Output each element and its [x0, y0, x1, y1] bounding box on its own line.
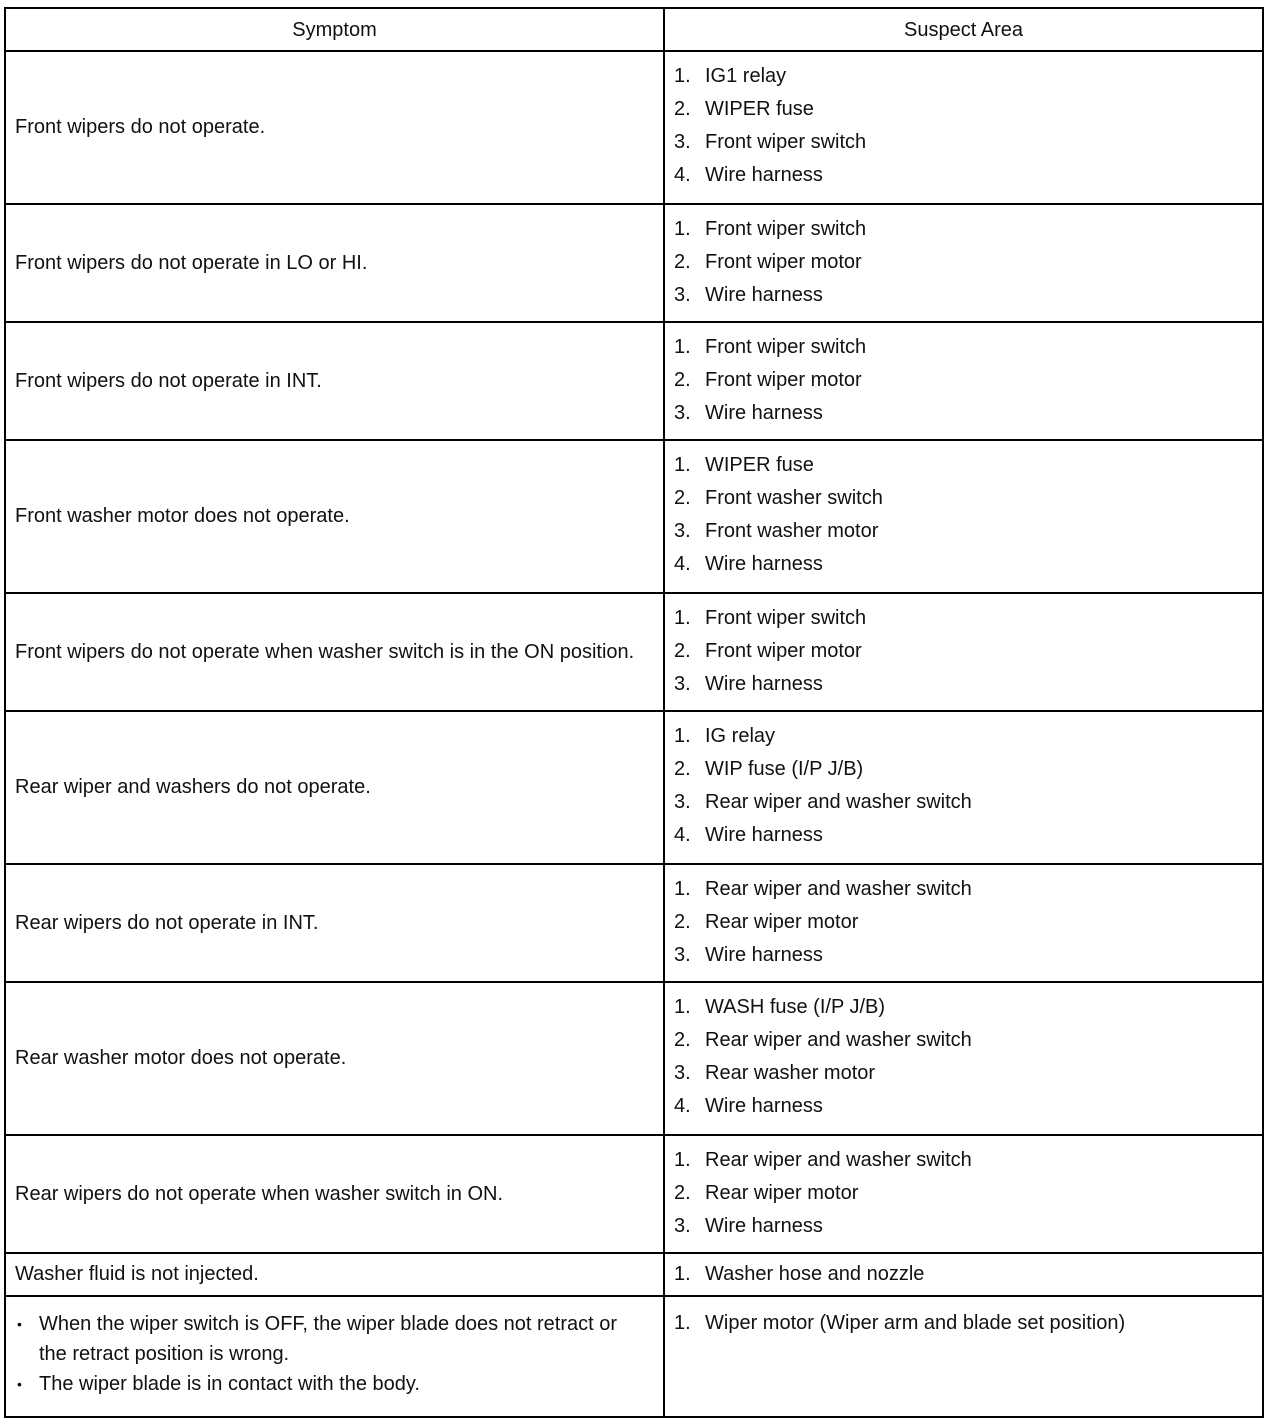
suspect-text: WIPER fuse [705, 98, 814, 120]
table-row [5, 322, 1263, 440]
suspect-number: 2. [674, 1182, 691, 1204]
suspect-item [674, 939, 1262, 972]
suspect-item [674, 991, 1262, 1024]
suspect-item [674, 60, 1262, 93]
suspect-item [674, 482, 1262, 515]
table-row [5, 711, 1263, 864]
suspect-item [674, 635, 1262, 668]
suspect-item [674, 159, 1262, 192]
suspect-text: Rear wiper motor [705, 1182, 859, 1204]
suspect-item [674, 1057, 1262, 1090]
suspect-number: 1. [674, 607, 691, 629]
suspect-number: 4. [674, 553, 691, 575]
suspect-number: 1. [674, 878, 691, 900]
suspect-text: Rear wiper and washer switch [705, 1149, 972, 1171]
suspect-number: 2. [674, 758, 691, 780]
suspect-item [674, 873, 1262, 906]
suspect-text: IG relay [705, 725, 776, 747]
suspect-number: 4. [674, 824, 691, 846]
table-row [5, 1296, 1263, 1417]
suspect-area-cell [664, 593, 1263, 711]
suspect-text: Front wiper motor [705, 251, 862, 273]
suspect-text: IG1 relay [705, 65, 787, 87]
suspect-item [674, 1144, 1262, 1177]
suspect-number: 2. [674, 1029, 691, 1051]
suspect-area-cell [664, 51, 1263, 204]
suspect-item [674, 1090, 1262, 1123]
symptom-cell: Washer fluid is not injected. [5, 1253, 664, 1296]
suspect-text: Front washer motor [705, 520, 879, 542]
suspect-number: 3. [674, 673, 691, 695]
table-row [5, 440, 1263, 593]
symptom-bullet-item [15, 1309, 649, 1369]
suspect-item [674, 753, 1262, 786]
suspect-item [674, 548, 1262, 581]
suspect-number: 2. [674, 251, 691, 273]
suspect-list [674, 213, 1262, 312]
suspect-item [674, 449, 1262, 482]
suspect-text: Wire harness [705, 164, 823, 186]
suspect-area-cell [664, 711, 1263, 864]
suspect-text: Front wiper motor [705, 640, 862, 662]
suspect-item [674, 1258, 1262, 1291]
suspect-item [674, 786, 1262, 819]
suspect-number: 1. [674, 218, 691, 240]
suspect-list [674, 1258, 1262, 1291]
suspect-list [674, 602, 1262, 701]
suspect-list [674, 1307, 1262, 1340]
suspect-text: Front washer switch [705, 487, 883, 509]
suspect-text: Wire harness [705, 944, 823, 966]
suspect-item [674, 515, 1262, 548]
suspect-item [674, 1210, 1262, 1243]
suspect-number: 2. [674, 98, 691, 120]
table-row [5, 982, 1263, 1135]
suspect-number: 1. [674, 1312, 691, 1334]
suspect-number: 3. [674, 131, 691, 153]
suspect-text: Rear washer motor [705, 1062, 876, 1084]
suspect-area-cell [664, 204, 1263, 322]
table-row [5, 864, 1263, 982]
suspect-number: 1. [674, 1149, 691, 1171]
suspect-item [674, 126, 1262, 159]
suspect-text: Front wiper switch [705, 218, 867, 240]
symptom-header: Symptom [5, 8, 664, 51]
suspect-text: Wire harness [705, 1095, 823, 1117]
symptom-cell [5, 1296, 664, 1417]
suspect-area-cell [664, 982, 1263, 1135]
table-header-row [5, 8, 1263, 51]
table-row [5, 593, 1263, 711]
suspect-number: 4. [674, 164, 691, 186]
suspect-list [674, 449, 1262, 581]
symptom-cell: Front wipers do not operate in LO or HI. [5, 204, 664, 322]
suspect-area-header: Suspect Area [664, 8, 1263, 51]
table-body [5, 51, 1263, 1417]
suspect-text: Wire harness [705, 673, 823, 695]
suspect-text: Wiper motor (Wiper arm and blade set position) [705, 1312, 1126, 1334]
suspect-number: 1. [674, 996, 691, 1018]
suspect-number: 3. [674, 791, 691, 813]
suspect-area-cell [664, 1135, 1263, 1253]
symptom-cell: Rear wipers do not operate when washer switch in ON. [5, 1135, 664, 1253]
symptom-cell: Rear washer motor does not operate. [5, 982, 664, 1135]
diagnostic-table [4, 7, 1264, 1418]
suspect-number: 2. [674, 487, 691, 509]
suspect-item [674, 1024, 1262, 1057]
suspect-number: 2. [674, 911, 691, 933]
suspect-text: Wire harness [705, 1215, 823, 1237]
symptom-cell: Front wipers do not operate when washer switch is in the ON position. [5, 593, 664, 711]
suspect-item [674, 720, 1262, 753]
suspect-number: 3. [674, 1062, 691, 1084]
suspect-text: Front wiper switch [705, 336, 867, 358]
suspect-text: Wire harness [705, 824, 823, 846]
suspect-text: Front wiper switch [705, 131, 867, 153]
symptom-bullet-list [15, 1309, 649, 1399]
suspect-list [674, 720, 1262, 852]
suspect-item [674, 246, 1262, 279]
suspect-text: WIP fuse (I/P J/B) [705, 758, 864, 780]
suspect-item [674, 93, 1262, 126]
table-row [5, 204, 1263, 322]
bullet-icon: • [17, 1376, 22, 1392]
suspect-list [674, 873, 1262, 972]
suspect-area-cell [664, 864, 1263, 982]
suspect-number: 2. [674, 369, 691, 391]
suspect-text: WASH fuse (I/P J/B) [705, 996, 886, 1018]
suspect-number: 1. [674, 1263, 691, 1285]
suspect-text: Rear wiper and washer switch [705, 878, 972, 900]
suspect-item [674, 602, 1262, 635]
suspect-item [674, 364, 1262, 397]
suspect-item [674, 279, 1262, 312]
symptom-bullet-text: When the wiper switch is OFF, the wiper blade does not retract or the retract position is wrong. [39, 1313, 618, 1365]
suspect-number: 3. [674, 1215, 691, 1237]
symptom-cell: Front wipers do not operate in INT. [5, 322, 664, 440]
symptom-cell: Rear wiper and washers do not operate. [5, 711, 664, 864]
symptom-cell: Front washer motor does not operate. [5, 440, 664, 593]
suspect-item [674, 668, 1262, 701]
bullet-icon: • [17, 1316, 22, 1332]
suspect-number: 1. [674, 725, 691, 747]
symptom-bullet-item [15, 1369, 649, 1399]
suspect-list [674, 331, 1262, 430]
symptom-cell: Rear wipers do not operate in INT. [5, 864, 664, 982]
suspect-list [674, 1144, 1262, 1243]
suspect-item [674, 397, 1262, 430]
suspect-text: Wire harness [705, 402, 823, 424]
suspect-item [674, 213, 1262, 246]
table-row [5, 51, 1263, 204]
suspect-text: Wire harness [705, 284, 823, 306]
suspect-list [674, 60, 1262, 192]
suspect-number: 3. [674, 402, 691, 424]
suspect-text: Rear wiper and washer switch [705, 1029, 972, 1051]
suspect-text: Washer hose and nozzle [705, 1263, 925, 1285]
symptom-cell: Front wipers do not operate. [5, 51, 664, 204]
suspect-area-cell [664, 440, 1263, 593]
suspect-number: 1. [674, 336, 691, 358]
suspect-item [674, 1307, 1262, 1340]
suspect-number: 2. [674, 640, 691, 662]
suspect-text: Front wiper motor [705, 369, 862, 391]
suspect-list [674, 991, 1262, 1123]
suspect-text: Rear wiper and washer switch [705, 791, 972, 813]
suspect-area-cell [664, 322, 1263, 440]
suspect-item [674, 1177, 1262, 1210]
suspect-item [674, 906, 1262, 939]
suspect-text: Front wiper switch [705, 607, 867, 629]
suspect-item [674, 819, 1262, 852]
table-row [5, 1253, 1263, 1296]
suspect-item [674, 331, 1262, 364]
suspect-text: Rear wiper motor [705, 911, 859, 933]
symptom-bullet-text: The wiper blade is in contact with the body. [39, 1373, 420, 1395]
suspect-number: 1. [674, 454, 691, 476]
suspect-number: 1. [674, 65, 691, 87]
suspect-number: 3. [674, 284, 691, 306]
suspect-number: 4. [674, 1095, 691, 1117]
suspect-number: 3. [674, 520, 691, 542]
suspect-text: WIPER fuse [705, 454, 814, 476]
suspect-number: 3. [674, 944, 691, 966]
suspect-text: Wire harness [705, 553, 823, 575]
suspect-area-cell [664, 1296, 1263, 1417]
suspect-area-cell [664, 1253, 1263, 1296]
table-row [5, 1135, 1263, 1253]
